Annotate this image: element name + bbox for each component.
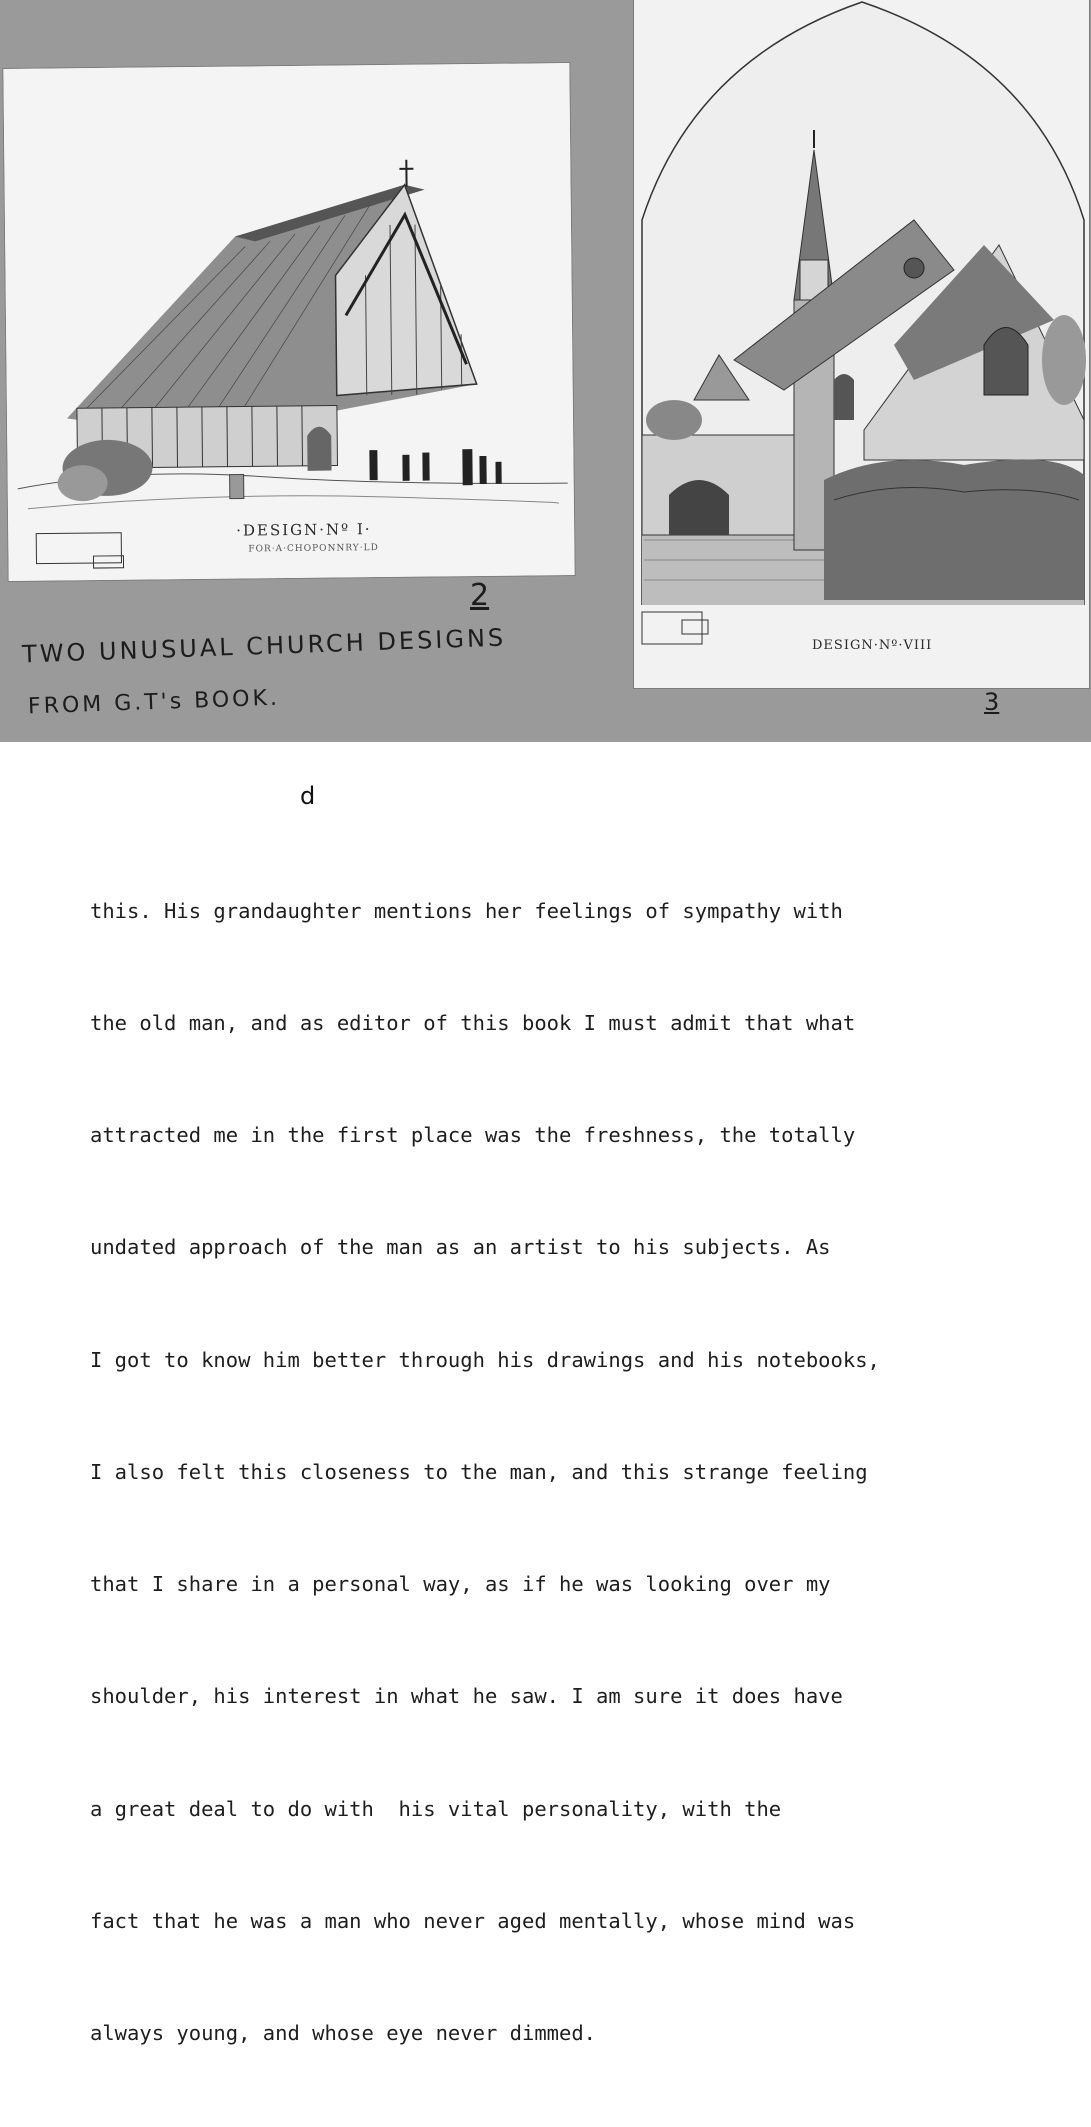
design-8-title: DESIGN·Nº·VIII <box>812 638 932 653</box>
church-design-1-drawing <box>3 63 574 581</box>
text-line: shoulder, his interest in what he saw. I am sure it does have <box>90 1678 1050 1715</box>
text-line: I also felt this closeness to the man, and this strange feeling <box>90 1454 1050 1491</box>
mount-board <box>0 0 1091 742</box>
text-line: undated approach of the man as an artist to his subjects. As <box>90 1229 1050 1266</box>
text-line: fact that he was a man who never aged mentally, whose mind was <box>90 1903 1050 1940</box>
handwritten-caption-line-2: FROM G.T's BOOK. <box>28 686 281 720</box>
design-1-subtitle: FOR·A·CHOPONNRY·LD <box>248 543 379 554</box>
church-design-1-photo <box>3 63 574 581</box>
typed-page <box>62 760 1059 1243</box>
text-line: that I share in a personal way, as if he was looking over my <box>90 1566 1050 1603</box>
church-design-8-photo <box>634 0 1089 688</box>
text-line: attracted me in the first place was the freshness, the totally <box>90 1117 1050 1154</box>
text-line: the old man, and as editor of this book I must admit that what <box>90 1005 1050 1042</box>
handwritten-caption-line-1: TWO UNUSUAL CHURCH DESIGNS <box>22 624 507 669</box>
typed-text <box>90 818 1050 2127</box>
page-number-2: 2 <box>470 578 489 613</box>
text-line: this. His grandaughter mentions her feelings of sympathy with <box>90 893 1050 930</box>
handwritten-correction: d <box>300 782 315 810</box>
text-line: I got to know him better through his drawings and his notebooks, <box>90 1342 1050 1379</box>
text-line: a great deal to do with his vital personality, with the <box>90 1791 1050 1828</box>
church-design-8-drawing <box>634 0 1089 688</box>
page-number-3: 3 <box>984 688 999 716</box>
design-1-title: ·DESIGN·Nº I· <box>236 520 372 539</box>
text-line: always young, and whose eye never dimmed. <box>90 2015 1050 2052</box>
